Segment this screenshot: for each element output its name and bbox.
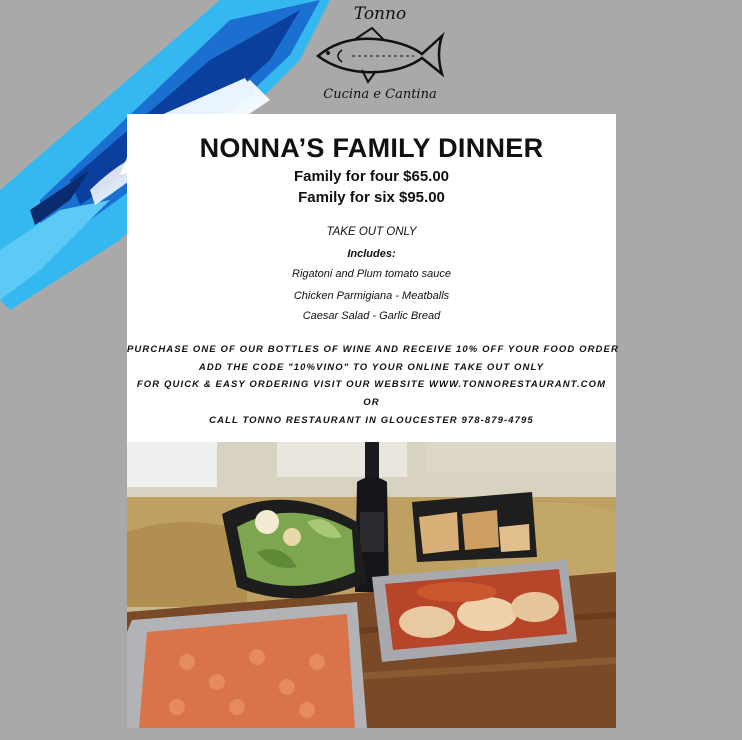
restaurant-logo bbox=[300, 0, 460, 110]
includes-label: Includes: bbox=[347, 248, 396, 260]
menu-item: Rigatoni and Plum tomato sauce bbox=[292, 268, 451, 280]
logo-name: Tonno bbox=[353, 4, 407, 24]
price-family-six: Family for six $95.00 bbox=[298, 189, 445, 206]
food-photo bbox=[127, 442, 616, 728]
or-text: OR bbox=[363, 397, 380, 408]
menu-item: Chicken Parmigiana - Meatballs bbox=[293, 290, 450, 302]
tuna-fish-icon bbox=[314, 26, 446, 84]
logo-tagline: Cucina e Cantina bbox=[323, 87, 437, 102]
promo-code-text: ADD THE CODE "10%VINO" TO YOUR ONLINE TAKE OUT ONLY bbox=[198, 362, 545, 373]
price-family-four: Family for four $65.00 bbox=[293, 168, 450, 185]
phone-text: CALL TONNO RESTAURANT IN GLOUCESTER 978-879-4795 bbox=[209, 415, 534, 426]
take-out-only: TAKE OUT ONLY bbox=[326, 226, 417, 238]
website-text: FOR QUICK & EASY ORDERING VISIT OUR WEBSITE WWW.TONNORESTAURANT.COM bbox=[136, 379, 607, 390]
page-title: NONNA’S FAMILY DINNER bbox=[199, 133, 544, 163]
wine-offer-text: PURCHASE ONE OF OUR BOTTLES OF WINE AND RECEIVE 10% OFF YOUR FOOD ORDER bbox=[127, 344, 619, 355]
menu-card bbox=[127, 114, 619, 442]
menu-item: Caesar Salad - Garlic Bread bbox=[302, 310, 441, 322]
